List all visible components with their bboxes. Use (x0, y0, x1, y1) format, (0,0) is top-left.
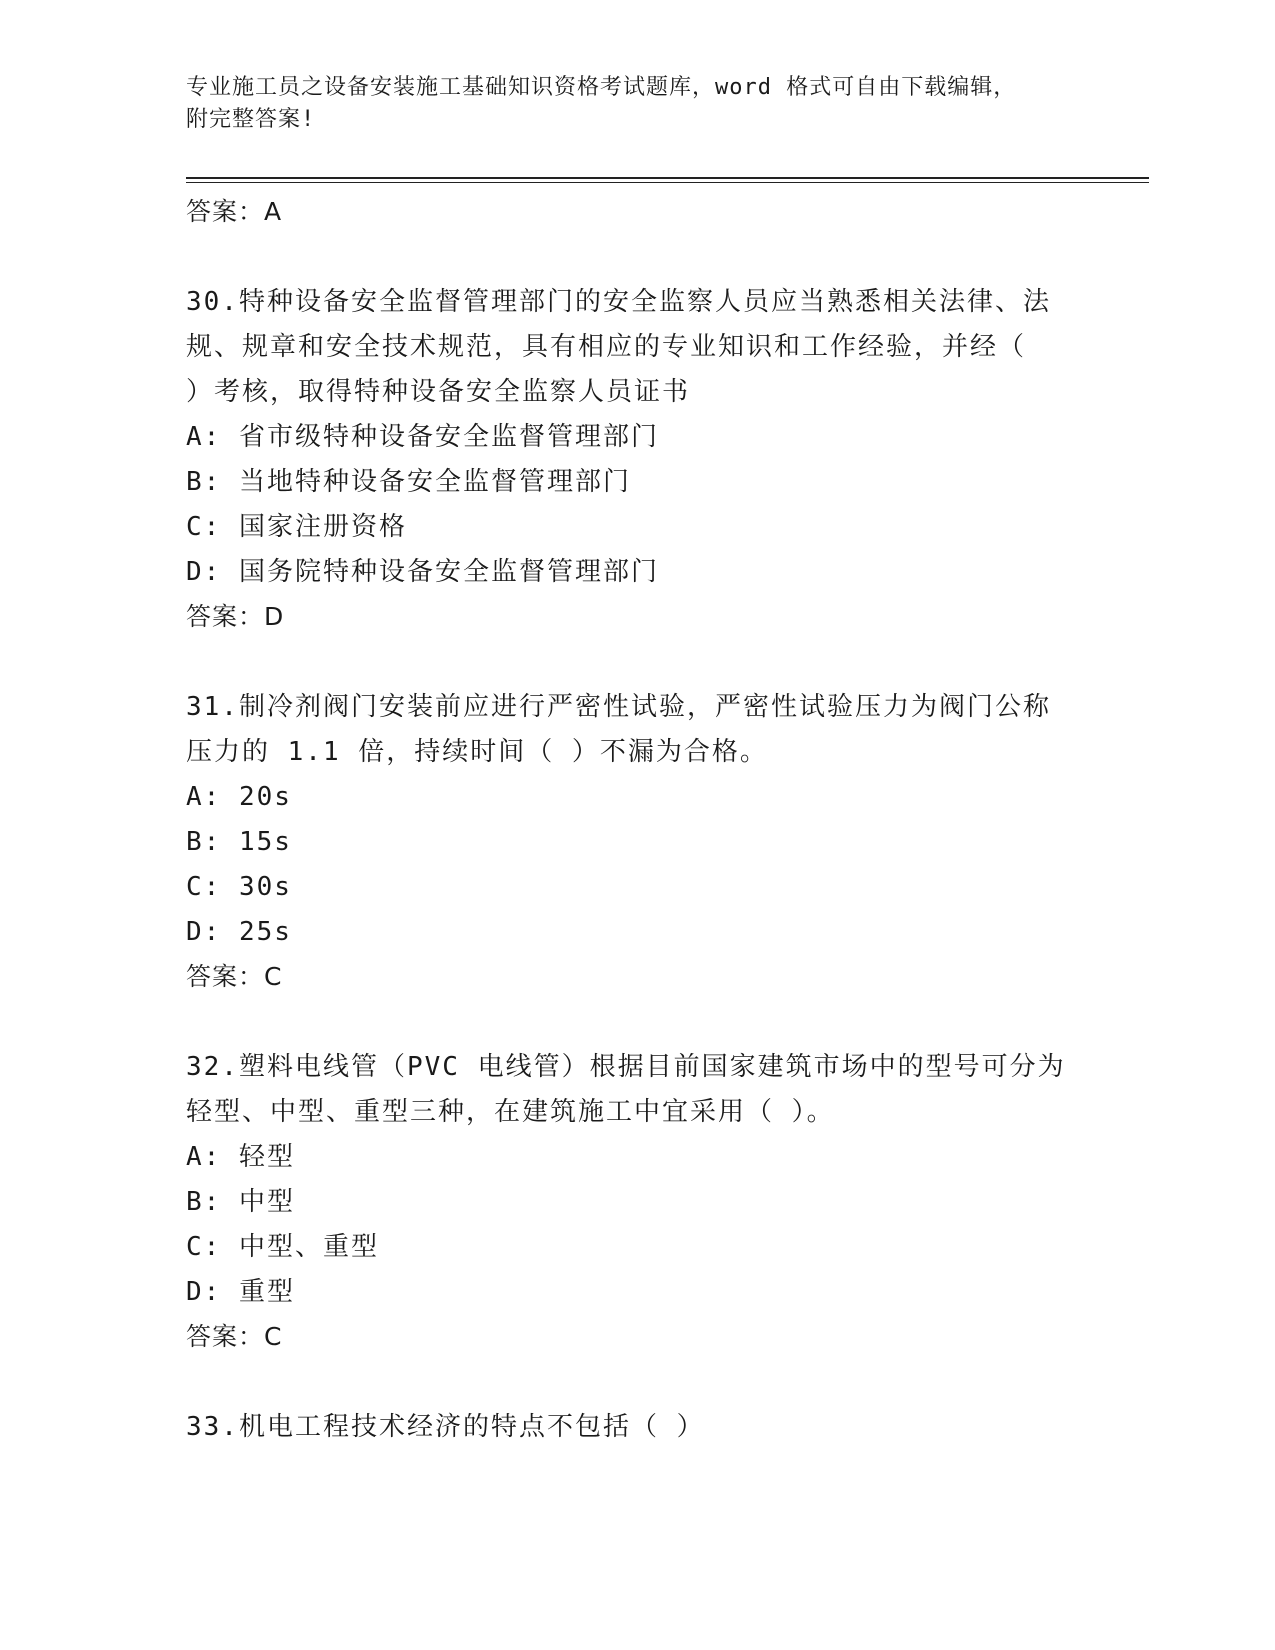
question-stem-line: 压力的 1.1 倍，持续时间（ ）不漏为合格。 (186, 737, 768, 767)
question-31 (186, 685, 1086, 999)
question-stem-line: 规、规章和安全技术规范，具有相应的专业知识和工作经验，并经（ (186, 332, 1027, 362)
option-d: D: 25s (186, 917, 292, 947)
question-33 (186, 1405, 1086, 1450)
option-a: A: 20s (186, 782, 292, 812)
option-c: C: 国家注册资格 (186, 512, 407, 542)
header-rule-thin (186, 182, 1149, 183)
option-c: C: 中型、重型 (186, 1232, 379, 1262)
question-stem-line: ）考核，取得特种设备安全监察人员证书 (186, 377, 691, 407)
option-a: A: 轻型 (186, 1142, 295, 1172)
option-b: B: 中型 (186, 1187, 295, 1217)
question-stem-line: 30.特种设备安全监督管理部门的安全监察人员应当熟悉相关法律、法 (186, 287, 1051, 317)
question-list (186, 190, 1086, 1450)
answer: 答案：C (186, 1322, 283, 1351)
question-30 (186, 280, 1086, 639)
answer: 答案：C (186, 962, 283, 991)
answer: 答案：D (186, 602, 285, 631)
header-rule-thick (186, 177, 1149, 179)
option-c: C: 30s (186, 872, 292, 902)
option-b: B: 15s (186, 827, 292, 857)
header-line-1: 专业施工员之设备安装施工基础知识资格考试题库，word 格式可自由下载编辑， (186, 75, 1017, 100)
option-d: D: 国务院特种设备安全监督管理部门 (186, 557, 659, 587)
question-stem-line: 33.机电工程技术经济的特点不包括（ ） (186, 1412, 705, 1442)
previous-answer: 答案：A (186, 197, 283, 226)
header-line-2: 附完整答案! (186, 107, 316, 132)
option-b: B: 当地特种设备安全监督管理部门 (186, 467, 631, 497)
option-d: D: 重型 (186, 1277, 295, 1307)
document-header (186, 72, 1086, 136)
question-stem-line: 31.制冷剂阀门安装前应进行严密性试验，严密性试验压力为阀门公称 (186, 692, 1051, 722)
question-stem-line: 32.塑料电线管（PVC 电线管）根据目前国家建筑市场中的型号可分为 (186, 1052, 1066, 1082)
option-a: A: 省市级特种设备安全监督管理部门 (186, 422, 659, 452)
question-stem-line: 轻型、中型、重型三种，在建筑施工中宜采用（ ）。 (186, 1097, 835, 1127)
question-32 (186, 1045, 1086, 1359)
